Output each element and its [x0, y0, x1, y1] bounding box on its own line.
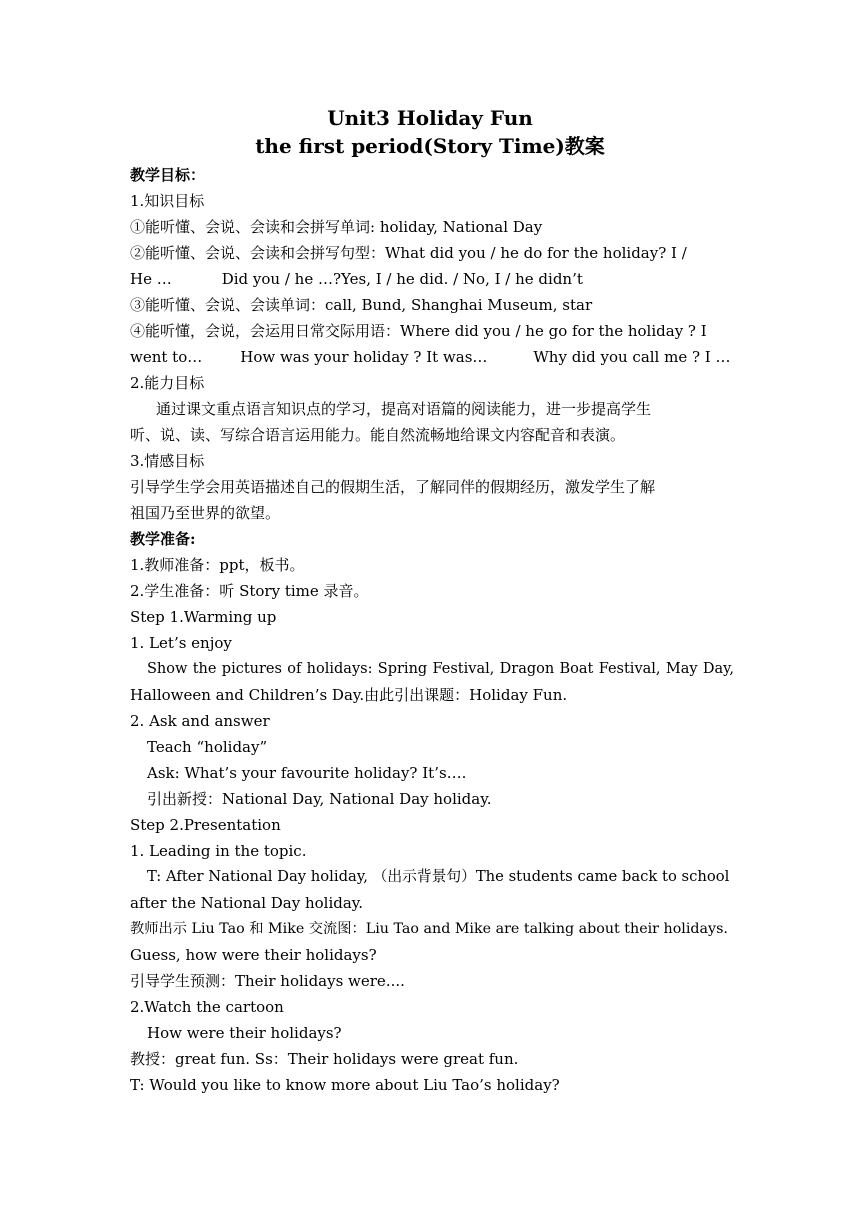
prep-students: 2.学生准备：听 Story time 录音。	[130, 582, 369, 600]
step2-heading: Step 2.Presentation	[130, 816, 281, 834]
text-run: He …	[130, 270, 172, 288]
goal-emotion-text-cont: 祖国乃至世界的欲望。	[130, 504, 281, 522]
doc-subtitle: the first period(Story Time)教案	[255, 134, 605, 158]
step2-item1-text-cont: after the National Day holiday.	[130, 894, 364, 912]
step1-item2-c: 引出新授：National Day, National Day holiday.	[147, 790, 492, 808]
goal-knowledge-sentences-cont	[130, 266, 734, 292]
step2-item2-b: 教授：great fun. Ss：Their holidays were great fun.	[130, 1050, 519, 1068]
step2-item2-c: T: Would you like to know more about Liu Tao’s holiday?	[130, 1076, 560, 1094]
step2-item1-b-cont: Guess, how were their holidays?	[130, 946, 377, 964]
goal-knowledge-words: ①能听懂、会说、会读和会拼写单词: holiday, National Day	[130, 218, 543, 236]
step2-item1-b: 教师出示 Liu Tao 和 Mike 交流图：Liu Tao and Mike are talking about their holidays.	[130, 921, 728, 937]
prep-teacher: 1.教师准备：ppt，板书。	[130, 556, 305, 574]
goal-knowledge-sentences: ②能听懂、会说、会读和会拼写句型：What did you / he do for the holiday? I /	[130, 244, 687, 262]
text-run: How was your holiday ? It was…	[240, 348, 488, 366]
step1-item2-a: Teach “holiday”	[147, 738, 268, 756]
step1-item1-text: Show the pictures of holidays: Spring Festival, Dragon Boat Festival, May Day,	[147, 661, 734, 677]
goal-emotion-text: 引导学生学会用英语描述自己的假期生活，了解同伴的假期经历，激发学生了解	[130, 478, 656, 496]
step2-item1-c: 引导学生预测：Their holidays were....	[130, 972, 405, 990]
step1-item2-b: Ask: What’s your favourite holiday? It’s….	[147, 764, 467, 782]
goal-ability: 2.能力目标	[130, 374, 205, 392]
doc-title: Unit3 Holiday Fun	[327, 106, 533, 130]
step1-heading: Step 1.Warming up	[130, 608, 277, 626]
step1-item1: 1. Let’s enjoy	[130, 634, 232, 652]
step2-item1-text: T: After National Day holiday, （出示背景句）The students came back to school	[147, 868, 730, 885]
step2-item1: 1. Leading in the topic.	[130, 842, 307, 860]
goal-knowledge-reading-words: ③能听懂、会说、会读单词：call, Bund, Shanghai Museum, star	[130, 296, 593, 314]
goal-ability-text: 通过课文重点语言知识点的学习，提高对语篇的阅读能力，进一步提高学生	[156, 400, 652, 418]
goal-knowledge-expressions: ④能听懂，会说，会运用日常交际用语：Where did you / he go for the holiday ? I	[130, 322, 707, 340]
goal-emotion: 3.情感目标	[130, 452, 205, 470]
text-run: Why did you call me ? I …	[533, 348, 731, 366]
text-run: went to…	[130, 348, 203, 366]
goal-knowledge-expressions-cont	[130, 344, 734, 370]
goal-knowledge: 1.知识目标	[130, 192, 205, 210]
heading-teaching-goals: 教学目标：	[130, 166, 206, 184]
goal-ability-text-cont: 听、说、读、写综合语言运用能力。能自然流畅地给课文内容配音和表演。	[130, 426, 626, 444]
text-run: Did you / he …?Yes, I / he did. / No, I / he didn’t	[221, 270, 583, 288]
step2-item2-a: How were their holidays?	[147, 1024, 342, 1042]
step1-item1-text-cont: Halloween and Children’s Day.由此引出课题：Holiday Fun.	[130, 686, 568, 704]
heading-teaching-prep: 教学准备:	[130, 530, 196, 548]
step2-item2: 2.Watch the cartoon	[130, 998, 284, 1016]
step1-item2: 2. Ask and answer	[130, 712, 270, 730]
